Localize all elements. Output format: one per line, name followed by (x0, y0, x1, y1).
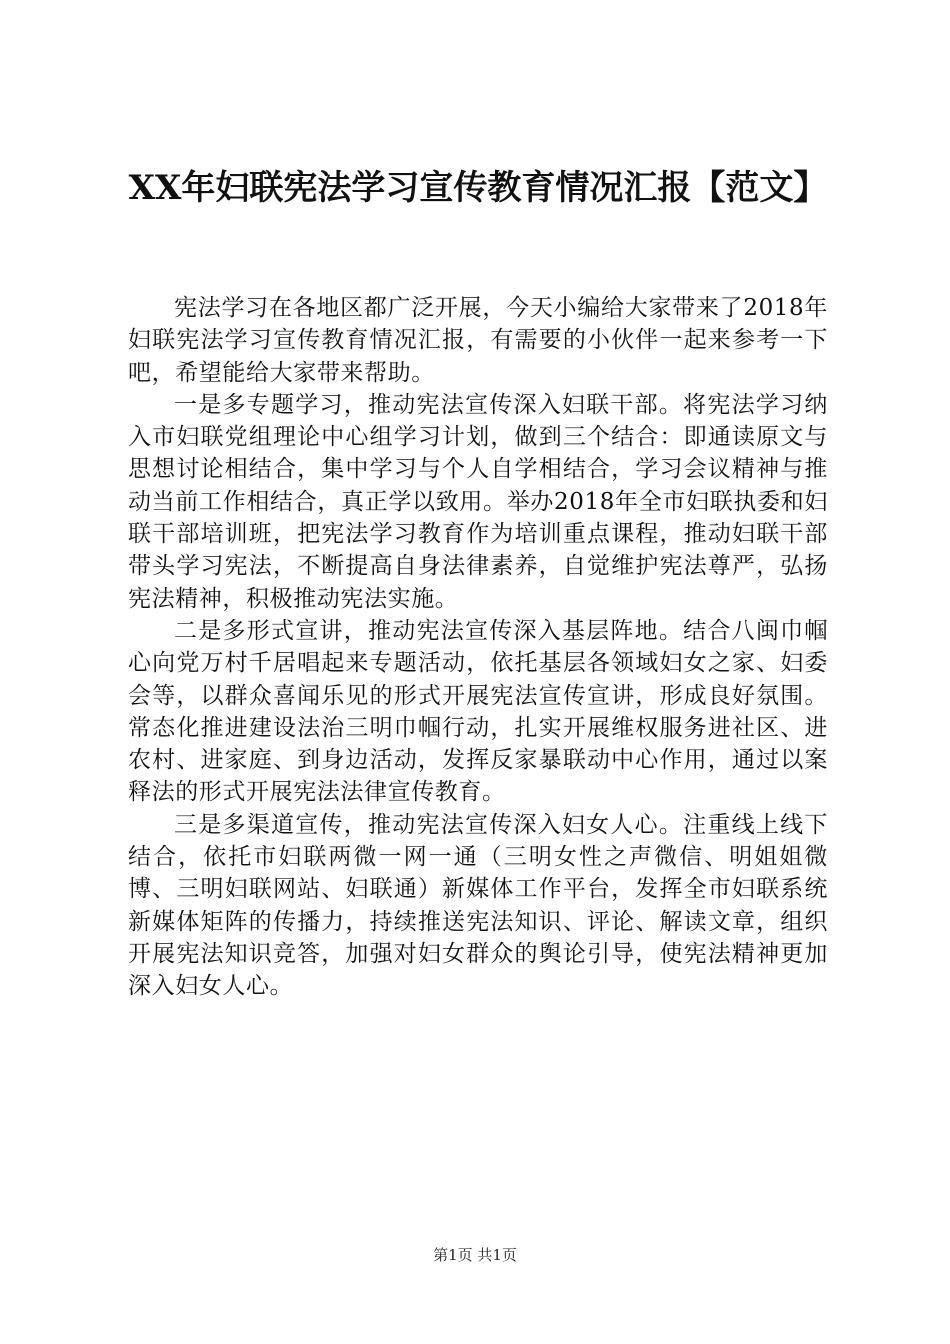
paragraph-study: 一是多专题学习，推动宪法宣传深入妇联干部。将宪法学习纳入市妇联党组理论中心组学习计划，做到三个结合：即通读原文与思想讨论相结合，集中学习与个人自学相结合，学习会议精神与推动当前工作相结合，真正学以致用。举办2018年全市妇联执委和妇联干部培训班，把宪法学习教育作为培训重点课程，推动妇联干部带头学习宪法，不断提高自身法律素养，自觉维护宪法尊严，弘扬宪法精神，积极推动宪法实施。 (128, 391, 828, 612)
intro-paragraph: 宪法学习在各地区都广泛开展，今天小编给大家带来了2018年妇联宪法学习宣传教育情况汇报，有需要的小伙伴一起来参考一下吧，希望能给大家带来帮助。 (128, 295, 828, 386)
paragraph-channels: 三是多渠道宣传，推动宪法宣传深入妇女人心。注重线上线下结合，依托市妇联两微一网一通（三明女性之声微信、明姐姐微博、三明妇联网站、妇联通）新媒体工作平台，发挥全市妇联系统新媒体矩阵的传播力，持续推送宪法知识、评论、解读文章，组织开展宪法知识竞答，加强对妇女群众的舆论引导，使宪法精神更加深入妇女人心。 (128, 811, 828, 1000)
document-title: XX年妇联宪法学习宣传教育情况汇报【范文】 (128, 168, 828, 208)
document-body (128, 292, 828, 1003)
paragraph-lecture: 二是多形式宣讲，推动宪法宣传深入基层阵地。结合八闽巾帼心向党万村千居唱起来专题活动，依托基层各领域妇女之家、妇委会等，以群众喜闻乐见的形式开展宪法宣传宣讲，形成良好氛围。常态化推进建设法治三明巾帼行动，扎实开展维权服务进社区、进农村、进家庭、到身边活动，发挥反家暴联动中心作用，通过以案释法的形式开展宪法法律宣传教育。 (128, 617, 828, 806)
page-footer: 第1页 共1页 (433, 1246, 517, 1264)
